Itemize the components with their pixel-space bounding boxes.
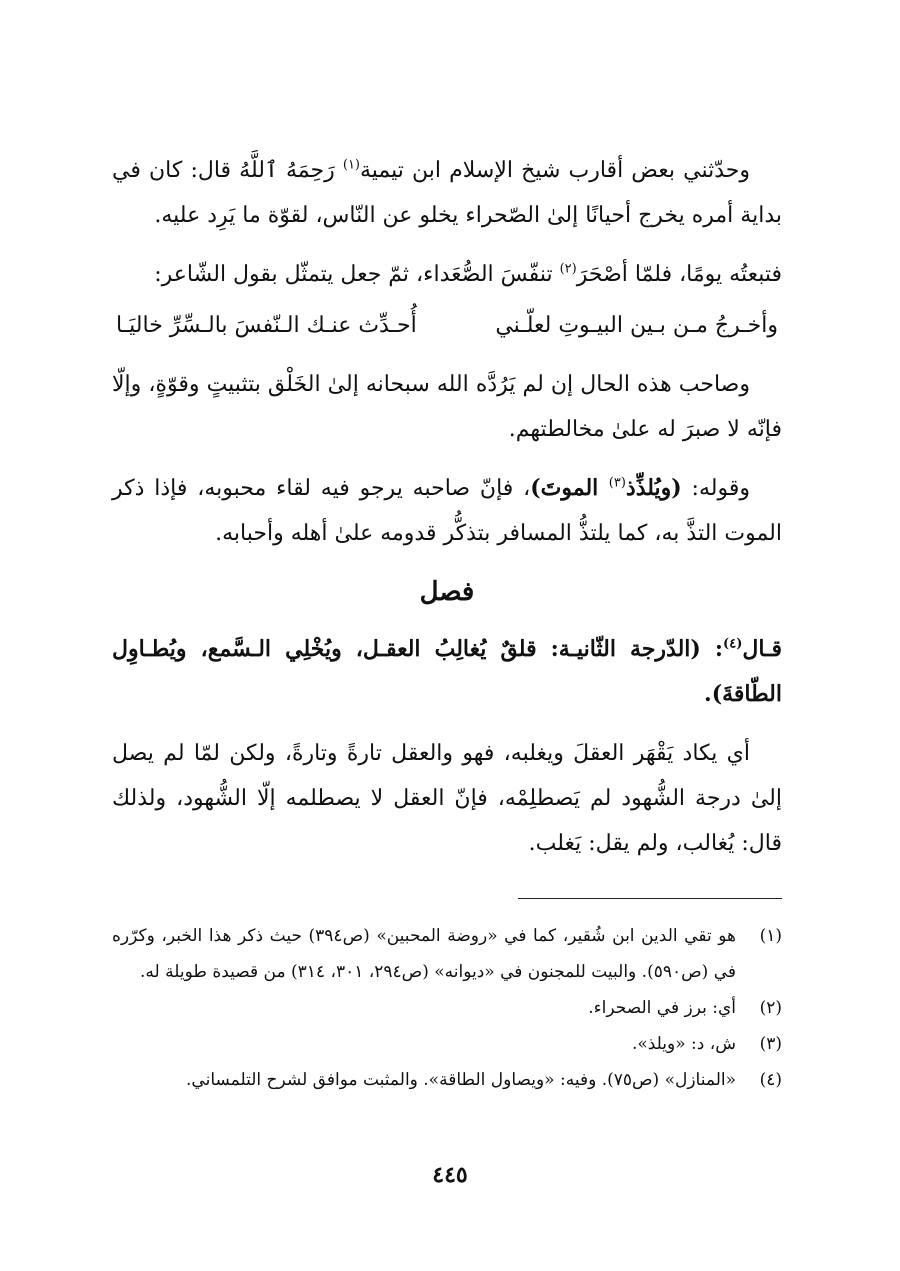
footnote-separator xyxy=(518,898,782,899)
paragraph-2-text-b: تنفّسَ الصُّعَداء، ثمّ جعل يتمثّل بقول الشّاعر: xyxy=(154,262,560,287)
paragraph-3: وصاحب هذه الحال إن لم يَرُدَّه الله سبحانه إلىٰ الخَلْق بتثبيتٍ وقوّةٍ، وإلّا فإنّه لا صبرَ له علىٰ مخالطتهم. xyxy=(112,372,782,442)
quoted-text: : (الدّرجة الثّانيـة: قلقٌ يُغالِبُ العقـل، ويُخْلِي الـسَّمع، ويُطـاوِل الطّاقةَ). xyxy=(112,636,782,707)
footnote-text: هو تقي الدين ابن شُقير، كما في «روضة المحبين» (ص٣٩٤) حيث ذكر هذا الخبر، وكرّره في (ص٥٩٠). والبيت للمجنون في «ديوانه» (ص٢٩٤، ٣٠١، ٣١٤) من قصيدة طويلة له. xyxy=(112,926,736,982)
footnote-number: (١) xyxy=(759,926,782,946)
footnote-ref-2: (٢) xyxy=(559,261,577,277)
page-number: ٤٤٥ xyxy=(432,1162,468,1188)
paragraph-5 xyxy=(112,627,782,717)
verse-second-hemistich: أُحـدِّث عنـك الـنّفسَ بالـسِّرِّ خاليَـا xyxy=(116,313,417,338)
footnote-item xyxy=(112,918,782,990)
footnote-text: أي: برز في الصحراء. xyxy=(588,998,736,1018)
quoted-phrase-a: (ويُلذِّذ xyxy=(625,475,682,501)
footnote-item xyxy=(112,1026,782,1062)
quoted-phrase-b: الموتَ) xyxy=(530,475,609,501)
footnote-text: «المنازل» (ص٧٥). وفيه: «ويصاول الطاقة». والمثبت موافق لشرح التلمساني. xyxy=(186,1070,736,1090)
poetry-verse xyxy=(112,303,782,348)
footnotes xyxy=(112,918,782,1098)
paragraph-4 xyxy=(112,466,782,556)
verse-first-hemistich: وأخـرجُ مـن بـين البيـوتِ لعلّـني xyxy=(495,313,778,338)
main-text xyxy=(112,148,782,880)
paragraph-4-text-a: وقوله: xyxy=(681,476,750,501)
qal-word: قـال xyxy=(742,636,782,662)
paragraph-1 xyxy=(112,148,782,238)
footnote-number: (٣) xyxy=(759,1034,782,1054)
footnote-number: (٤) xyxy=(759,1070,782,1090)
paragraph-1-text-b: رَحِمَهُ ٱللَّهُ قال: كان في بداية أمره يخرج أحيانًا إلىٰ الصّحراء يخلو عن النّاس، لقوّة ما يَرِد عليه. xyxy=(112,158,782,228)
footnote-ref-4: (٤) xyxy=(723,636,743,652)
paragraph-4-text-b: ، فإنّ صاحبه يرجو فيه لقاء محبوبه، فإذا ذكر الموت التذَّ به، كما يلتذُّ المسافر بتذكُّر قدومه علىٰ أهله وأحبابه. xyxy=(112,476,782,546)
footnote-item xyxy=(112,1062,782,1098)
footnote-number: (٢) xyxy=(759,998,782,1018)
paragraph-2-text-a: فتبعتُه يومًا، فلمّا أصْحَرَ xyxy=(576,262,782,287)
paragraph-2 xyxy=(112,252,782,297)
footnote-text: ش، د: «ويلذ». xyxy=(631,1034,736,1054)
footnote-ref-1: (١) xyxy=(342,157,360,173)
footnote-ref-3: (٣) xyxy=(608,475,626,491)
paragraph-6: أي يكاد يَقْهَر العقلَ ويغلبه، فهو والعقل تارةً وتارةً، ولكن لمّا لم يصل إلىٰ درجة الشُّهود لم يَصطلِمْه، فإنّ العقل لا يصطلمه إلّا الشُّهود، ولذلك قال: يُغالب، ولم يقل: يَغلب. xyxy=(112,741,782,856)
paragraph-1-text-a: وحدّثني بعض أقارب شيخ الإسلام ابن تيمية xyxy=(360,158,750,183)
section-heading: فصل xyxy=(419,577,475,607)
footnote-item xyxy=(112,990,782,1026)
